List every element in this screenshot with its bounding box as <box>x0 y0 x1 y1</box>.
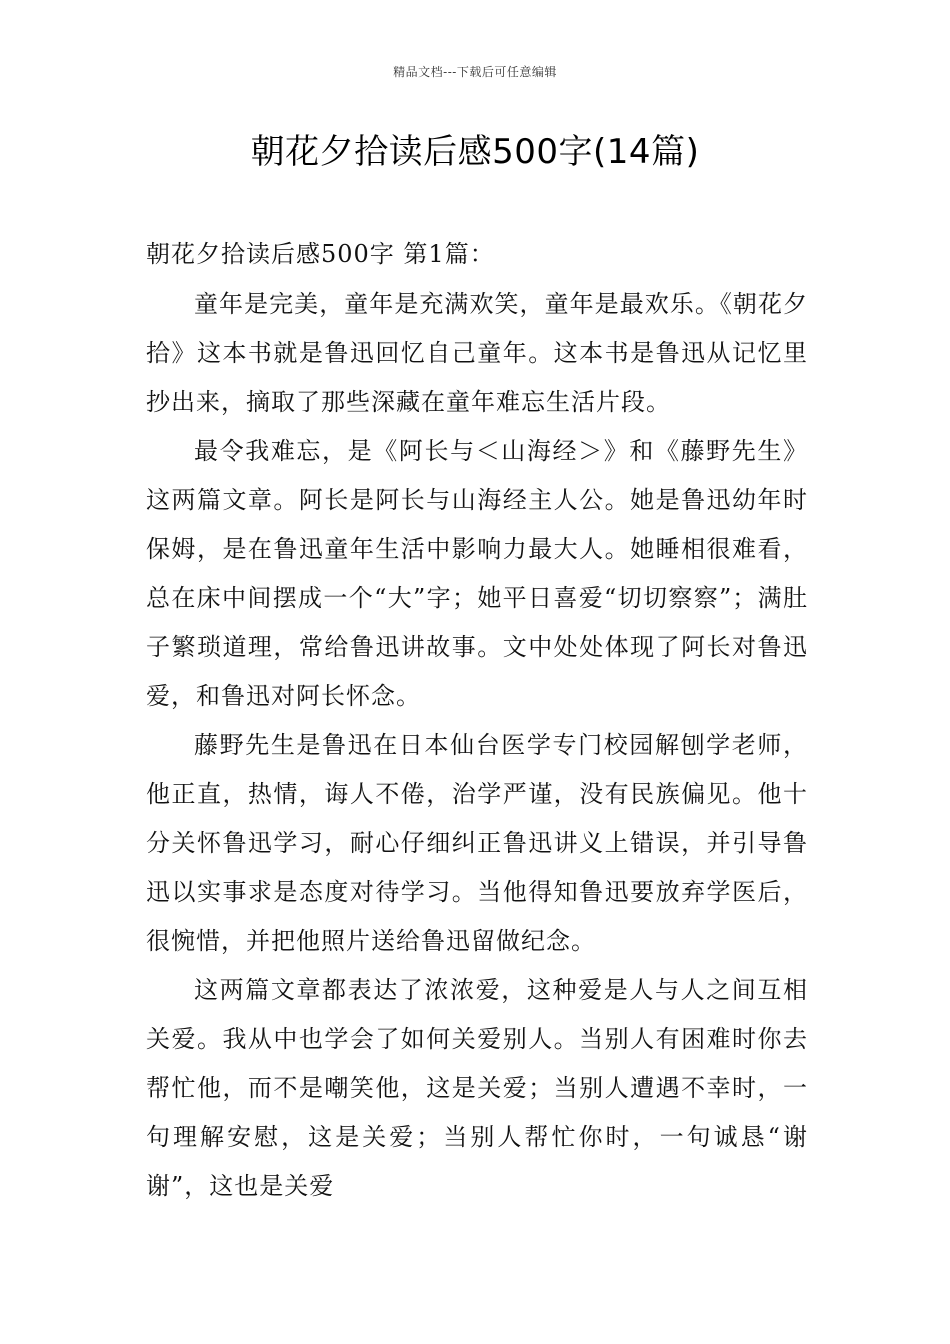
document-body <box>146 230 808 1211</box>
header-note: 精品文档---下载后可任意编辑 <box>393 65 557 79</box>
paragraph-4: 这两篇文章都表达了浓浓爱，这种爱是人与人之间互相关爱。我从中也学会了如何关爱别人。当别人有困难时你去帮忙他，而不是嘲笑他，这是关爱；当别人遭遇不幸时，一句理解安慰，这是关爱；当别人帮忙你时，一句诚恳“谢谢”，这也是关爱 <box>146 976 808 1200</box>
section-heading: 朝花夕拾读后感500字 第1篇： <box>146 240 495 268</box>
paragraph-2: 最令我难忘，是《阿长与＜山海经＞》和《藤野先生》这两篇文章。阿长是阿长与山海经主人公。她是鲁迅幼年时保姆，是在鲁迅童年生活中影响力最大人。她睡相很难看，总在床中间摆成一个“大”字；她平日喜爱“切切察察”；满肚子繁琐道理，常给鲁迅讲故事。文中处处体现了阿长对鲁迅爱，和鲁迅对阿长怀念。 <box>146 437 808 710</box>
document-title: 朝花夕拾读后感500字(14篇) <box>250 132 700 172</box>
paragraph-3: 藤野先生是鲁迅在日本仙台医学专门校园解刨学老师，他正直，热情，诲人不倦，治学严谨，没有民族偏见。他十分关怀鲁迅学习，耐心仔细纠正鲁迅讲义上错误，并引导鲁迅以实事求是态度对待学习。当他得知鲁迅要放弃学医后，很惋惜，并把他照片送给鲁迅留做纪念。 <box>146 731 808 955</box>
paragraph-1: 童年是完美，童年是充满欢笑，童年是最欢乐。《朝花夕拾》这本书就是鲁迅回忆自己童年。这本书是鲁迅从记忆里抄出来，摘取了那些深藏在童年难忘生活片段。 <box>146 290 808 416</box>
